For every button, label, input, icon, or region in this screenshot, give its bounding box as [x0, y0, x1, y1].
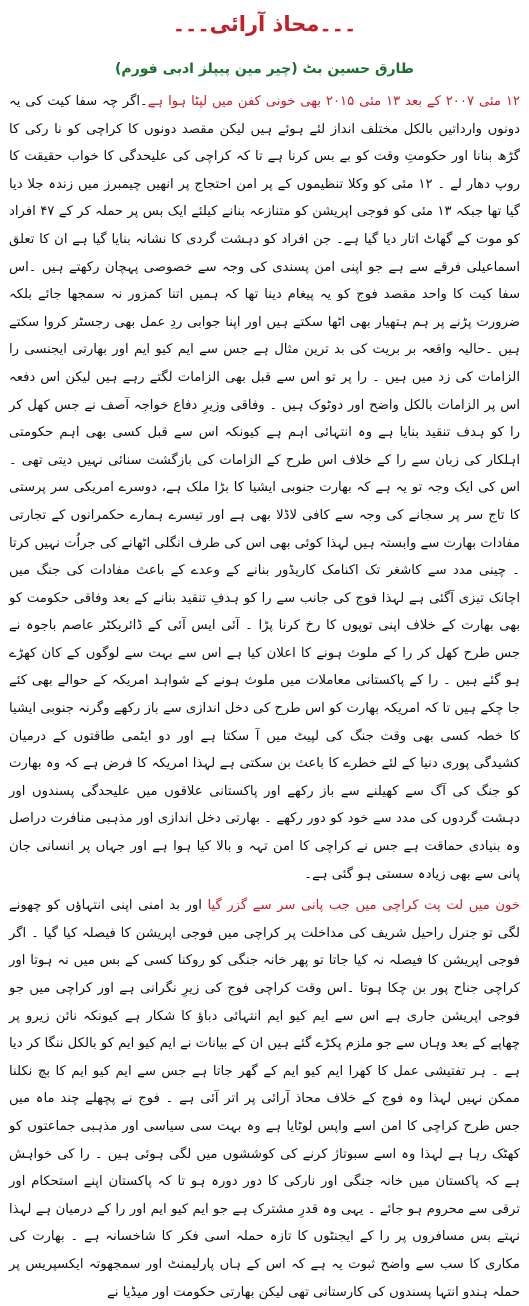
article-paragraph [9, 892, 520, 1306]
paragraph-body: اور بد امنی اپنی انتہاؤں کو چھونے لگی تو جنرل راحیل شریف کی مداخلت پر کراچی میں فوجی اپریشن کا فیصلہ کیا گیا ۔ اگر فوجی اپریشن کا فیصلہ نہ کیا جاتا تو پھر خانہ جنگی کو روکنا کسی کے بس میں نہ ہوتا اور کراچی جناح پور بن چکا ہوتا ۔اس وقت کراچی فوج کی زیرِ نگرانی ہے اور کراچی میں جو فوجی اپریشن جاری ہے اس سے ایم کیو ایم انتہائی دباؤ کا شکار ہے کیونکہ نائن زیرو پر چھاپے کے بعد وہاں سے جو ملزم پکڑے گئے ہیں ان کے بیانات نے ایم کیو ایم کو بالکل ننگا کر دیا ہے ۔ ہر تفتیشی عمل کا کھرا ایم کیو ایم کے گھر جاتا ہے جس سے ایم کیو ایم کا بچ نکلنا ممکن نہیں لہذا وہ فوج کے خلاف محاذ آرائی پر اتر آئی ہے ۔ فوج نے پچھلے چند ماہ میں جس طرح کراچی کا امن اسے واپس لوٹایا ہے وہ بہت سی سیاسی اور مذہبی جماعتوں کو کھٹک رہا ہے لہذا وہ اسے سبوتاژ کرنے کی کوششوں میں لگی ہوئی ہیں ۔ را کی خواہش ہے کہ پاکستان میں خانہ جنگی اور نارکی کا دور دورہ ہو تا کہ پاکستان اپنے استحکام اور ترقی سے محروم ہو جائے ۔ یہی وہ قدرِ مشترک ہے جو ایم کیو ایم اور را کے درمیان ہے لہذا نہتے بس مسافروں پر را کے ایجنٹوں کا تازہ حملہ اسی فکر کا شاخسانہ ہے ۔ بھارت کی مکاری کا سب سے واضح ثبوت یہ ہے کہ اس کے ہاں پارلیمنٹ اور سمجھوتہ ایکسپریس پر حملہ ہندو انتہا پسندوں کی کارستانی تھی لیکن بھارتی حکومت اور میڈیا نے [9, 898, 520, 1300]
article-byline: طارق حسین بٹ (چیر مین پیپلز ادبی فورم) [115, 61, 414, 77]
article-paragraph [9, 88, 520, 888]
paragraph-body: ۔اگر چہ سفا کیت کی یہ دونوں وارداتیں بالکل مختلف انداز لئے ہوئے ہیں لیکن مقصد دونوں کا کراچی کو نا رکی کا گڑھ بنانا اور حکومتِ وقت کو بے بس کرنا ہے تا کہ کراچی کی علیحدگی کا خواب حقیقت کا روپ دھار لے ۔ ۱۲ مئی کو وکلا تنظیموں کے پر امن احتجاج پر انھیں چیمبرز میں زندہ جلا دیا گیا تھا جبکہ ۱۳ مئی کو فوجی اپریشن کو متنازعہ بنانے کیلئے ایک بس پر حملہ کر کے ۴۷ افراد کو موت کے گھاٹ اتار دیا گیا ہے۔ جن افراد کو دہشت گردی کا نشانہ بنایا گیا ہے ان کا تعلق اسماعیلی فرقے سے ہے جو اپنی امن پسندی کی وجہ سے خصوصی پہچان رکھتے ہیں ۔اس سفا کیت کا واحد مقصد فوج کو یہ پیغام دینا تھا کہ ہمیں اتنا کمزور نہ سمجھا جائے بلکہ ضرورت پڑنے پر ہم ہتھیار بھی اٹھا سکتے ہیں اور اپنا جوابی ردِ عمل بھی رجسٹر کروا سکتے ہیں ۔حالیہ واقعہ بر بریت کی بد ترین مثال ہے جس سے ایم کیو ایم اور بھارتی ایجنسی را الزامات کی زد میں ہیں ۔ را پر تو اس سے قبل بھی الزامات لگتے رہے ہیں لیکن اس دفعہ اس پر الزامات بالکل واضح اور دوٹوک ہیں ۔ وفاقی وزیرِ دفاع خواجہ آصف نے جس کھل کر را کو ہدف تنقید بنایا ہے وہ انتہائی اہم ہے کیونکہ اس سے قبل کسی بھی اہم حکومتی اہلکار کی زبان سے را کے خلاف اس طرح کے الزامات کی بازگشت سنائی نہیں دیتی تھی ۔اس کی ایک وجہ تو یہ ہے کہ بھارت جنوبی ایشیا کا بڑا ملک ہے، دوسرے امریکی سر پرستی کا تاج سر پر سجانے کی وجہ سے کافی لاڈلا بھی ہے اور تیسرے ہمارے حکمرانوں کے تجارتی مفادات بھارت سے وابستہ ہیں لہذا کوئی بھی اس کی طرف انگلی اٹھانے کی جراُت نہیں کرتا ۔ چینی مدد سے کاشغر تک اکنامک کاریڈور بنانے کے وعدے کے باعث مفادات کی جنگ میں اچانک تیزی آگئی ہے لہذا فوج کی جانب سے را کو ہدفِ تنقید بنانے کے بعد وفاقی حکومت کو بھی بھارت کے خلاف اپنی توپوں کا رخ کرنا پڑا ۔ آئی ایس آئی کے ڈائریکٹر عاصم باجوہ نے جس طرح کھل کر را کے ملوث ہونے کا اعلان کیا ہے اس سے بہت سے لوگوں کے کان کھڑے ہو گئے ہیں ۔ را کے پاکستانی معاملات میں ملوث ہونے کے شواہد امریکہ کے حوالے بھی کئے جا چکے ہیں تا کہ امریکہ بھارت کو اس طرح کی دخل اندازی سے باز رکھے وگرنہ جنوبی ایشیا کا خطہ کسی بھی وقت جنگ کی لپیٹ میں آ سکتا ہے اور دو ایٹمی طاقتوں کے درمیان کشیدگی پوری دنیا کے لئے خطرے کا باعث بن سکتی ہے لہذا امریکہ کا فرض ہے کہ وہ بھارت کو جنگ کی آگ سے کھیلنے سے باز رکھے اور پاکستانی علاقوں میں علیحدگی پسندوں اور دہشت گردوں کی مدد سے خود کو دور رکھے ۔ بھارتی دخل اندازی اور مذہبی منافرت دراصل وہ بنیادی حماقت ہے جس نے کراچی کا امن تہہ و بالا کیا ہوا ہے اور جہاں پر انسانی جان پانی سے بھی زیادہ سستی ہو گئی ہے۔ [9, 94, 520, 882]
paragraph-lead-highlight: خون میں لت پت کراچی میں جب پانی سر سے گزر گیا [207, 898, 520, 914]
paragraph-lead-highlight: ۱۲ مئی ۲۰۰۷ کے بعد ۱۳ مئی ۲۰۱۵ بھی خونی کفن میں لپٹا ہوا ہے [147, 94, 520, 109]
article-title: ۔۔۔محاذ آرائی۔۔۔ [172, 12, 357, 36]
